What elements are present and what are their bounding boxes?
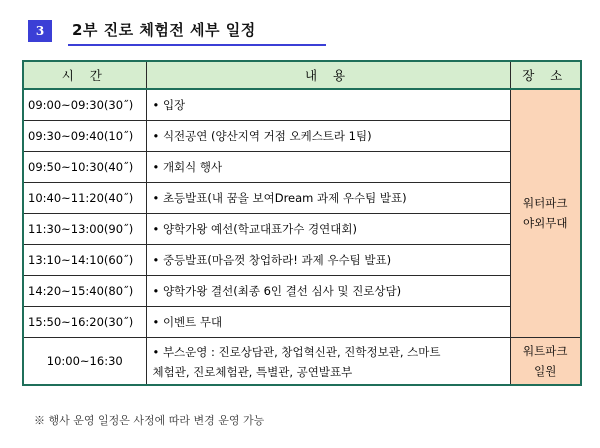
- section-title: 2부 진로 체험전 세부 일정: [72, 21, 256, 39]
- row-content: • 입장: [146, 89, 510, 120]
- header-time: 시 간: [23, 61, 146, 89]
- place-main: [510, 89, 581, 337]
- table-row: [23, 120, 581, 151]
- section-number-badge: 3: [28, 20, 52, 42]
- booth-content: [146, 337, 510, 385]
- row-time: 15:50~16:20(30˝): [23, 306, 146, 337]
- row-time: 11:30~13:00(90˝): [23, 213, 146, 244]
- table-row: [23, 275, 581, 306]
- row-time: 09:30~09:40(10˝): [23, 120, 146, 151]
- section-heading: [28, 16, 328, 46]
- booth-content-line2: 체험관, 진로체험관, 특별관, 공연발표부: [152, 364, 353, 379]
- place-main-line1: 워터파크: [523, 196, 568, 211]
- booth-place: [510, 337, 581, 385]
- schedule-table: [22, 60, 582, 386]
- title-underline: [68, 44, 326, 46]
- place-main-line2: 야외무대: [523, 216, 568, 231]
- row-content: • 개회식 행사: [146, 151, 510, 182]
- row-content: • 양학가왕 결선(최종 6인 결선 심사 및 진로상담): [146, 275, 510, 306]
- row-content: • 이벤트 무대: [146, 306, 510, 337]
- header-place: 장 소: [510, 61, 581, 89]
- row-content: • 양학가왕 예선(학교대표가수 경연대회): [146, 213, 510, 244]
- table-row: [23, 244, 581, 275]
- row-content: • 중등발표(마음껏 창업하라! 과제 우수팀 발표): [146, 244, 510, 275]
- table-row: [23, 306, 581, 337]
- row-time: 09:00~09:30(30˝): [23, 89, 146, 120]
- table-header-row: [23, 61, 581, 89]
- footnote: ※ 행사 운영 일정은 사정에 따라 변경 운영 가능: [34, 414, 265, 427]
- table-row: [23, 89, 581, 120]
- row-time: 13:10~14:10(60˝): [23, 244, 146, 275]
- table-row: [23, 213, 581, 244]
- row-content: • 초등발표(내 꿈을 보여Dream 과제 우수팀 발표): [146, 182, 510, 213]
- table-row: [23, 151, 581, 182]
- row-time: 09:50~10:30(40˝): [23, 151, 146, 182]
- booth-content-line1: • 부스운영 : 진로상담관, 창업혁신관, 진학정보관, 스마트: [152, 344, 441, 359]
- row-time: 14:20~15:40(80˝): [23, 275, 146, 306]
- header-content: 내 용: [146, 61, 510, 89]
- row-content: • 식전공연 (양산지역 거점 오케스트라 1팀): [146, 120, 510, 151]
- booth-time: 10:00~16:30: [23, 337, 146, 385]
- table-row: [23, 182, 581, 213]
- row-time: 10:40~11:20(40˝): [23, 182, 146, 213]
- table-row-booth: [23, 337, 581, 385]
- booth-place-line1: 워트파크: [523, 343, 568, 358]
- booth-place-line2: 일원: [534, 363, 557, 378]
